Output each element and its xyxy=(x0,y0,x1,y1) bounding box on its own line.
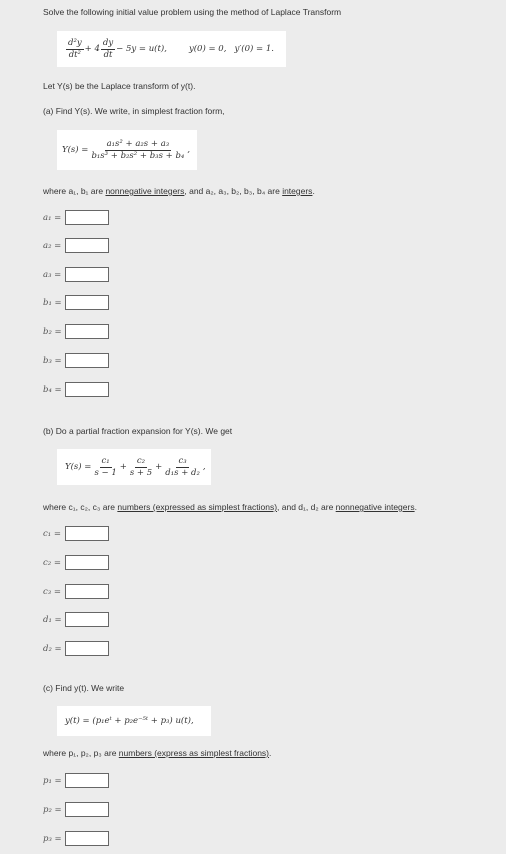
input-row-b2: b₂ = xyxy=(43,324,109,339)
input-row-c2: c₂ = xyxy=(43,555,109,570)
input-row-a2: a₂ = xyxy=(43,238,109,253)
input-row-d2: d₂ = xyxy=(43,641,109,656)
c3-input[interactable] xyxy=(65,584,109,599)
nonnegative-integers-link[interactable]: nonnegative integers xyxy=(105,186,185,196)
a2-input[interactable] xyxy=(65,238,109,253)
d2-input[interactable] xyxy=(65,641,109,656)
intro-text: Solve the following initial value problem using the method of Laplace Transform xyxy=(43,7,342,17)
nonnegative-integers-link-b[interactable]: nonnegative integers xyxy=(335,502,415,512)
initial-conditions: y(0) = 0, y′(0) = 1. xyxy=(188,44,274,54)
part-c-where: where p₁, p₂, p₃ are numbers (express as simplest fractions). xyxy=(43,748,272,758)
input-row-b3: b₃ = xyxy=(43,353,109,368)
input-row-p2: p₂ = xyxy=(43,802,109,817)
input-row-a3: a₃ = xyxy=(43,267,109,282)
let-text: Let Y(s) be the Laplace transform of y(t). xyxy=(43,81,196,91)
part-b-where: where c₁, c₂, c₃ are numbers (expressed as simplest fractions), and d₁, d₂ are nonnegative integers. xyxy=(43,502,417,512)
a1-input[interactable] xyxy=(65,210,109,225)
p3-input[interactable] xyxy=(65,831,109,846)
part-a-heading: (a) Find Y(s). We write, in simplest fraction form, xyxy=(43,106,225,116)
input-row-b4: b₄ = xyxy=(43,382,109,397)
part-c-heading: (c) Find y(t). We write xyxy=(43,683,125,693)
a3-input[interactable] xyxy=(65,267,109,282)
ys-fraction: $\frac{\text{a₁s² + a₂s + a₃}}{\text{b₁s³ + b₂s² + b₃s + b₄}}$ xyxy=(91,138,185,161)
p1-input[interactable] xyxy=(65,773,109,788)
simplest-fractions-link[interactable]: numbers (expressed as simplest fractions) xyxy=(117,502,278,512)
c2-input[interactable] xyxy=(65,555,109,570)
b2-input[interactable] xyxy=(65,324,109,339)
input-row-b1: b₁ = xyxy=(43,295,109,310)
c1-fraction: $\frac{\text{c₁}}{s - 1}$ xyxy=(94,455,117,478)
p2-input[interactable] xyxy=(65,802,109,817)
b4-input[interactable] xyxy=(65,382,109,397)
c2-fraction: $\frac{\text{c₂}}{s + 5}$ xyxy=(129,455,153,478)
integers-link[interactable]: integers xyxy=(282,186,313,196)
b3-input[interactable] xyxy=(65,353,109,368)
input-row-a1: a₁ = xyxy=(43,210,109,225)
c1-input[interactable] xyxy=(65,526,109,541)
input-row-d1: d₁ = xyxy=(43,612,109,627)
input-row-c1: c₁ = xyxy=(43,526,109,541)
input-row-c3: c₃ = xyxy=(43,584,109,599)
input-row-p3: p₃ = xyxy=(43,831,109,846)
part-c-formula: y(t) = (p₁eᵗ + p₂e⁻⁵ᵗ + p₃) u(t), xyxy=(57,706,211,736)
input-row-p1: p₁ = xyxy=(43,773,109,788)
b1-input[interactable] xyxy=(65,295,109,310)
part-a-where: where a₁, b₁ are nonnegative integers, and a₂, a₃, b₂, b₃, b₄ are integers. xyxy=(43,186,315,196)
ode-equation: $\frac{\text{d²y}}{\text{dt²}}$ + 4 $\frac{dy}{dt}$ − 5y = u(t), y(0) = 0, y′(0) = 1. xyxy=(57,31,286,67)
d1-input[interactable] xyxy=(65,612,109,627)
part-b-heading: (b) Do a partial fraction expansion for Y(s). We get xyxy=(43,426,233,436)
dy-fraction: $\frac{dy}{dt}$ xyxy=(102,37,114,60)
express-simplest-fractions-link[interactable]: numbers (express as simplest fractions) xyxy=(118,748,270,758)
part-a-formula: Y(s) = $\frac{\text{a₁s² + a₂s + a₃}}{\text{b₁s³ + b₂s² + b₃s + b₄}}$ , xyxy=(57,130,197,170)
c3-fraction: $\frac{\text{c₃}}{\text{d₁s + d₂}}$ xyxy=(165,455,200,478)
part-b-formula: Y(s) = $\frac{\text{c₁}}{s - 1}$ + $\frac{\text{c₂}}{s + 5}$ + $\frac{\text{c₃}}{\text{d₁s + d₂}}$ , xyxy=(57,449,211,485)
d2y-fraction: $\frac{\text{d²y}}{\text{dt²}}$ xyxy=(68,37,82,60)
